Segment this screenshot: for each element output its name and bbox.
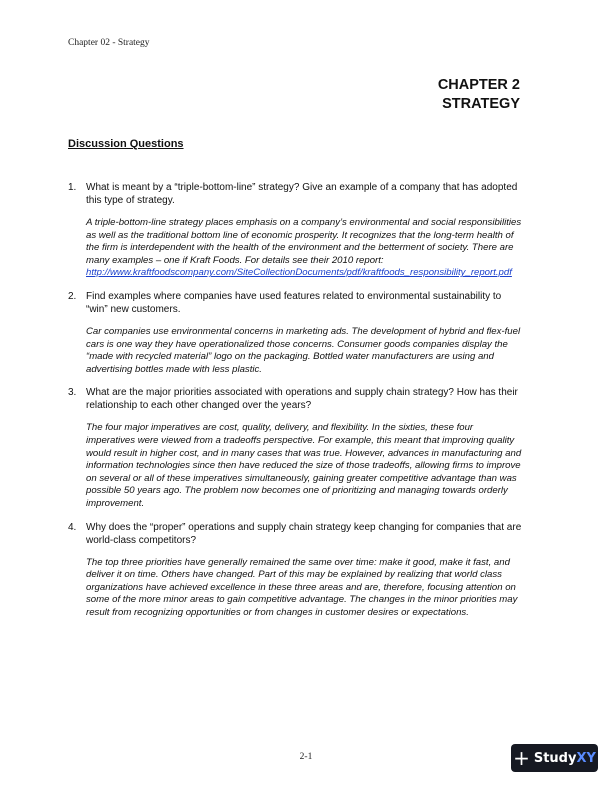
answer-body: A triple-bottom-line strategy places emphasis on a company’s environmental and social responsibilities as well as the traditional bottom line of economic prosperity. It recognizes that the long-term health of the firm is interdependent with the health of the environment and the betterment of society. There are many examples – one if Kraft Foods. For details see their 2010 report:	[86, 217, 522, 266]
question-item-2	[68, 290, 524, 376]
plus-icon: +	[513, 746, 530, 770]
answer-text: The top three priorities have generally remained the same over time: make it good, make it fast, and deliver it on time. Others have changed. Part of this may be explained by realizing that world class organizations have achieved excellence in these three areas and are, therefore, focusing attention on some of the more minor areas to gain competitive advantage. The changes in the minor priorities may result from recognizing opportunities or from changes in customer desires or expectations.	[86, 556, 518, 618]
question-number: 2.	[68, 290, 77, 302]
question-list	[68, 181, 524, 629]
brand-logo-text	[534, 751, 596, 766]
question-item-1	[68, 181, 524, 280]
page-number: 2-1	[299, 752, 313, 762]
question-item-4	[68, 521, 524, 620]
question-item-3	[68, 386, 524, 510]
question-number: 3.	[68, 387, 77, 399]
question-text: What are the major priorities associated with operations and supply chain strategy? How has their relationship to each other changed over the years?	[86, 387, 518, 412]
section-heading: Discussion Questions	[68, 138, 184, 150]
report-link[interactable]: http://www.kraftfoodscompany.com/SiteCollectionDocuments/pdf/kraftfoods_responsibility_report.pdf	[86, 267, 512, 279]
chapter-name: STRATEGY	[442, 96, 520, 112]
answer-text	[86, 217, 524, 280]
question-number: 4.	[68, 521, 77, 533]
running-header: Chapter 02 - Strategy	[68, 38, 150, 48]
chapter-title	[438, 76, 520, 114]
question-number: 1.	[68, 182, 77, 193]
brand-word-accent: XY	[576, 750, 596, 766]
question-text: What is meant by a “triple-bottom-line” strategy? Give an example of a company that has adopted this type of strategy.	[86, 182, 518, 206]
chapter-number: CHAPTER 2	[437, 77, 520, 93]
question-text: Find examples where companies have used features related to environmental sustainability to “win” new customers.	[86, 290, 502, 315]
answer-text: The four major imperatives are cost, quality, delivery, and flexibility. In the sixties, these four imperatives were viewed from a tradeoffs perspective. For example, this meant that improving quality would result in higher cost, and in many cases that was true. However, advances in manufacturing and information technologies since then have reduced the size of those tradeoffs, allowing firms to improve on several or all of these imperatives simultaneously, gaining greater competitive advantage than was possible 50 years ago. The problem now becomes one of prioritizing and managing towards orderly improvement.	[86, 422, 522, 509]
question-text: Why does the “proper” operations and supply chain strategy keep changing for companies that are world-class competitors?	[86, 521, 522, 546]
answer-text: Car companies use environmental concerns in marketing ads. The development of hybrid and flex-fuel cars is one way they have operationalized those concerns. Consumer goods companies display the “made with recycled material” logo on the packaging. Bottled water manufacturers are using and advertising bottles made with less plastic.	[86, 325, 521, 375]
brand-word-main: Study	[533, 750, 577, 766]
studyxy-badge[interactable]	[511, 744, 598, 772]
